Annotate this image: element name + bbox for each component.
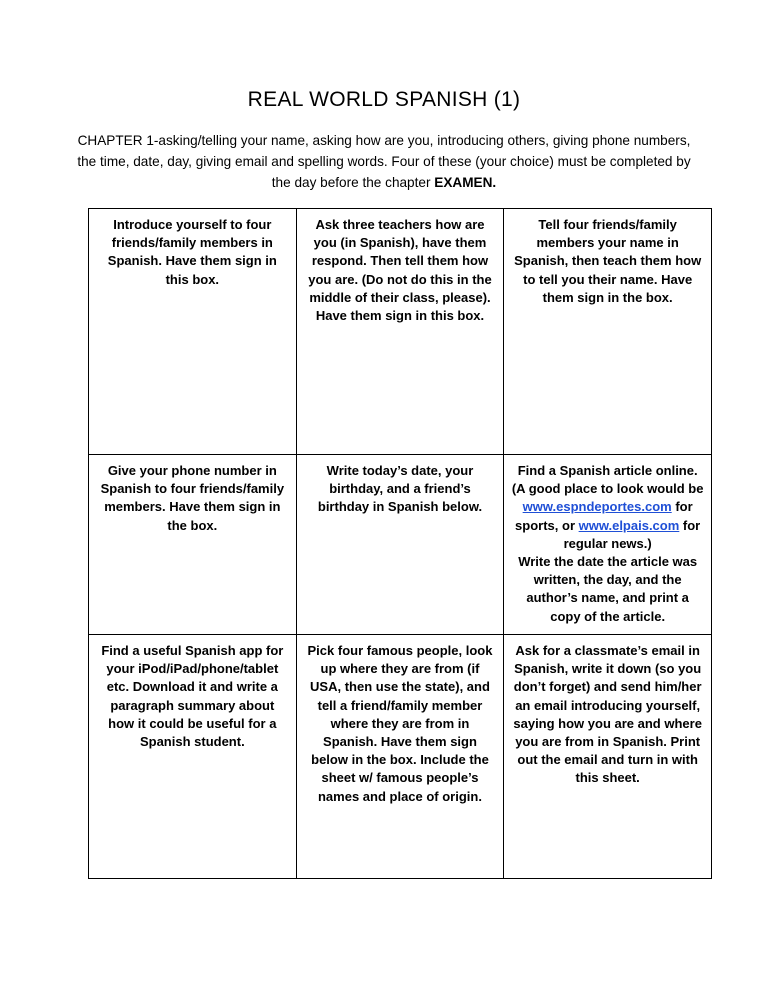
activity-cell-dates: Write today’s date, your birthday, and a friend’s birthday in Spanish below. [296,455,504,635]
grid-row [89,209,712,455]
elpais-link[interactable]: www.elpais.com [578,517,680,533]
page-title: REAL WORLD SPANISH (1) [247,88,521,111]
activity-cell-phone-number: Give your phone number in Spanish to four friends/family members. Have them sign in the box. [89,455,297,635]
activity-cell-spanish-article [504,455,712,635]
article-text-3: for regular news.) [563,517,701,551]
activity-grid [88,208,712,879]
activity-cell-spanish-app: Find a useful Spanish app for your iPod/iPad/phone/tablet etc. Download it and write a paragraph summary about how it could be useful for a Spanish student. [89,635,297,879]
activity-cell-introduce-yourself: Introduce yourself to four friends/family members in Spanish. Have them sign in this box. [89,209,297,455]
activity-cell-famous-people: Pick four famous people, look up where they are from (if USA, then use the state), and tell a friend/family member where they are from in Spanish. Have them sign below in the box. Include the sheet w/ famous people’s names and place of origin. [296,635,504,879]
article-text-4: Write the date the article was written, the day, and the author’s name, and print a copy of the article. [518,554,698,624]
activity-cell-classmate-email: Ask for a classmate’s email in Spanish, write it down (so you don’t forget) and send him/her an email introducing yourself, saying how you are and where you are from in Spanish. Print out the email and turn in with this sheet. [504,635,712,879]
activity-cell-ask-teachers: Ask three teachers how are you (in Spanish), have them respond. Then tell them how you are. (Do not do this in the middle of their class, please). Have them sign in this box. [296,209,504,455]
examen-emphasis: EXAMEN. [434,175,497,190]
article-text-2: for sports, or [515,499,693,533]
chapter-instructions [76,130,692,193]
instructions-text: CHAPTER 1-asking/telling your name, asking how are you, introducing others, giving phone numbers, the time, date, day, giving email and spelling words. Four of these (your choice) must be completed by the day before the chapter [77,133,691,190]
grid-row [89,635,712,879]
espndeportes-link[interactable]: www.espndeportes.com [522,499,672,515]
grid-row [89,455,712,635]
activity-cell-tell-your-name: Tell four friends/family members your name in Spanish, then teach them how to tell you their name. Have them sign in the box. [504,209,712,455]
article-text-1: Find a Spanish article online. (A good place to look would be [511,463,704,497]
